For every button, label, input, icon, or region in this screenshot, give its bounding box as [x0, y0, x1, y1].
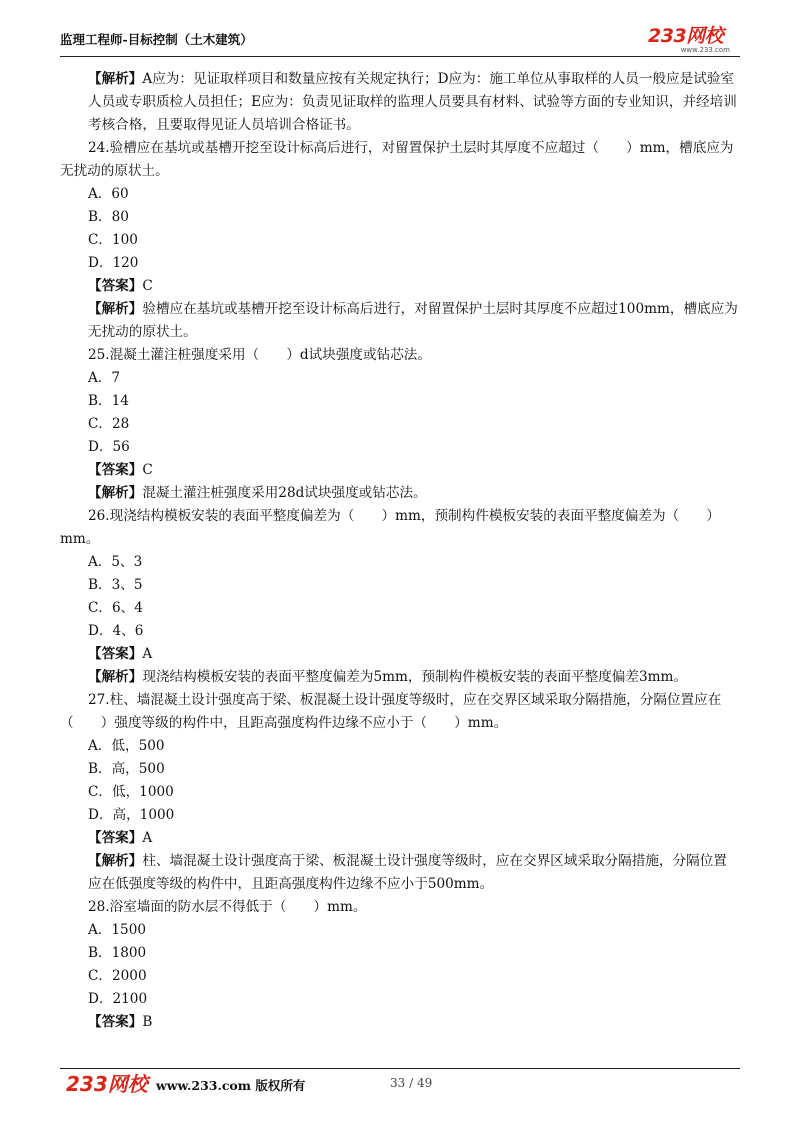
question-stem: 28.浴室墙面的防水层不得低于（ ）mm。	[88, 899, 367, 915]
analysis-paragraph	[60, 298, 740, 344]
answer-option: A．5、3	[88, 554, 143, 570]
answer-value: A	[142, 830, 153, 846]
question-stem: 24.验槽应在基坑或基槽开挖至设计标高后进行，对留置保护土层时其厚度不应超过（ ）mm，槽底应为无扰动的原状土。	[60, 140, 734, 179]
answer-option: D．56	[88, 439, 130, 455]
answer-option: B．高，500	[88, 761, 165, 777]
answer-option: B．1800	[88, 945, 147, 961]
answer-option: A．60	[88, 186, 129, 202]
footer-logo: 233网校	[66, 1072, 148, 1096]
question-stem: 26.现浇结构模板安装的表面平整度偏差为（ ）mm，预制构件模板安装的表面平整度偏差为（ ）mm。	[60, 508, 720, 547]
analysis-paragraph	[60, 666, 740, 689]
analysis-label: 【解析】	[88, 669, 143, 685]
header-divider	[60, 56, 740, 57]
analysis-text: 现浇结构模板安装的表面平整度偏差为5mm，预制构件模板安装的表面平整度偏差3mm。	[142, 669, 688, 685]
answer-label: 【答案】	[88, 278, 143, 294]
answer-line	[60, 643, 740, 666]
footer-divider	[60, 1068, 740, 1069]
answer-line	[60, 459, 740, 482]
question-stem: 27.柱、墙混凝土设计强度高于梁、板混凝土设计强度等级时，应在交界区域采取分隔措施，分隔位置应在（ ）强度等级的构件中，且距高强度构件边缘不应小于（ ）mm。	[60, 692, 722, 731]
answer-value: A	[142, 646, 153, 662]
question-stem: 25.混凝土灌注桩强度采用（ ）d试块强度或钻芯法。	[88, 347, 431, 363]
answer-option: C．6、4	[88, 600, 143, 616]
answer-option: D．2100	[88, 991, 148, 1007]
analysis-paragraph	[60, 482, 740, 505]
answer-option: B．14	[88, 393, 129, 409]
answer-label: 【答案】	[88, 1014, 143, 1030]
document-body	[60, 68, 740, 1034]
analysis-label: 【解析】	[88, 301, 143, 317]
answer-label: 【答案】	[88, 830, 143, 846]
answer-option: C．100	[88, 232, 138, 248]
brand-logo	[648, 26, 740, 56]
answer-label: 【答案】	[88, 646, 143, 662]
answer-value: C	[142, 278, 153, 294]
analysis-label: 【解析】	[88, 485, 143, 501]
answer-option: C．低，1000	[88, 784, 174, 800]
analysis-paragraph	[60, 850, 740, 896]
analysis-text: 验槽应在基坑或基槽开挖至设计标高后进行，对留置保护土层时其厚度不应超过100mm，槽底应为无扰动的原状土。	[88, 301, 738, 340]
answer-option: B．80	[88, 209, 129, 225]
answer-option: B．3、5	[88, 577, 143, 593]
answer-option: A．7	[88, 370, 121, 386]
answer-option: D．高，1000	[88, 807, 175, 823]
answer-option: D．4、6	[88, 623, 144, 639]
answer-option: C．28	[88, 416, 130, 432]
answer-option: C．2000	[88, 968, 147, 984]
answer-line	[60, 827, 740, 850]
brand-logo-mark: 233网校	[648, 25, 724, 47]
answer-line	[60, 1011, 740, 1034]
answer-label: 【答案】	[88, 462, 143, 478]
analysis-label: 【解析】	[88, 853, 143, 869]
analysis-text: 混凝土灌注桩强度采用28d试块强度或钻芯法。	[142, 485, 427, 501]
analysis-label: 【解析】	[88, 71, 143, 87]
page-footer	[60, 1072, 740, 1098]
footer-copyright: www.233.com 版权所有	[156, 1078, 306, 1093]
answer-option: D．120	[88, 255, 139, 271]
answer-value: B	[142, 1014, 153, 1030]
page-number: 33 / 49	[390, 1076, 433, 1090]
answer-line	[60, 275, 740, 298]
answer-value: C	[142, 462, 153, 478]
analysis-text: A应为：见证取样项目和数量应按有关规定执行；D应为：施工单位从事取样的人员一般应是试验室人员或专职质检人员担任；E应为：负责见证取样的监理人员要具有材料、试验等方面的专业知识，并经培训考核合格，且要取得见证人员培训合格证书。	[88, 71, 737, 133]
brand-logo-url: www.233.com	[680, 46, 730, 54]
page-header	[60, 26, 740, 56]
answer-option: A．1500	[88, 922, 147, 938]
document-title: 监理工程师-目标控制（土木建筑）	[60, 32, 253, 47]
analysis-text: 柱、墙混凝土设计强度高于梁、板混凝土设计强度等级时，应在交界区域采取分隔措施，分隔位置应在低强度等级的构件中，且距高强度构件边缘不应小于500mm。	[88, 853, 727, 892]
analysis-paragraph	[60, 68, 740, 137]
answer-option: A．低，500	[88, 738, 165, 754]
